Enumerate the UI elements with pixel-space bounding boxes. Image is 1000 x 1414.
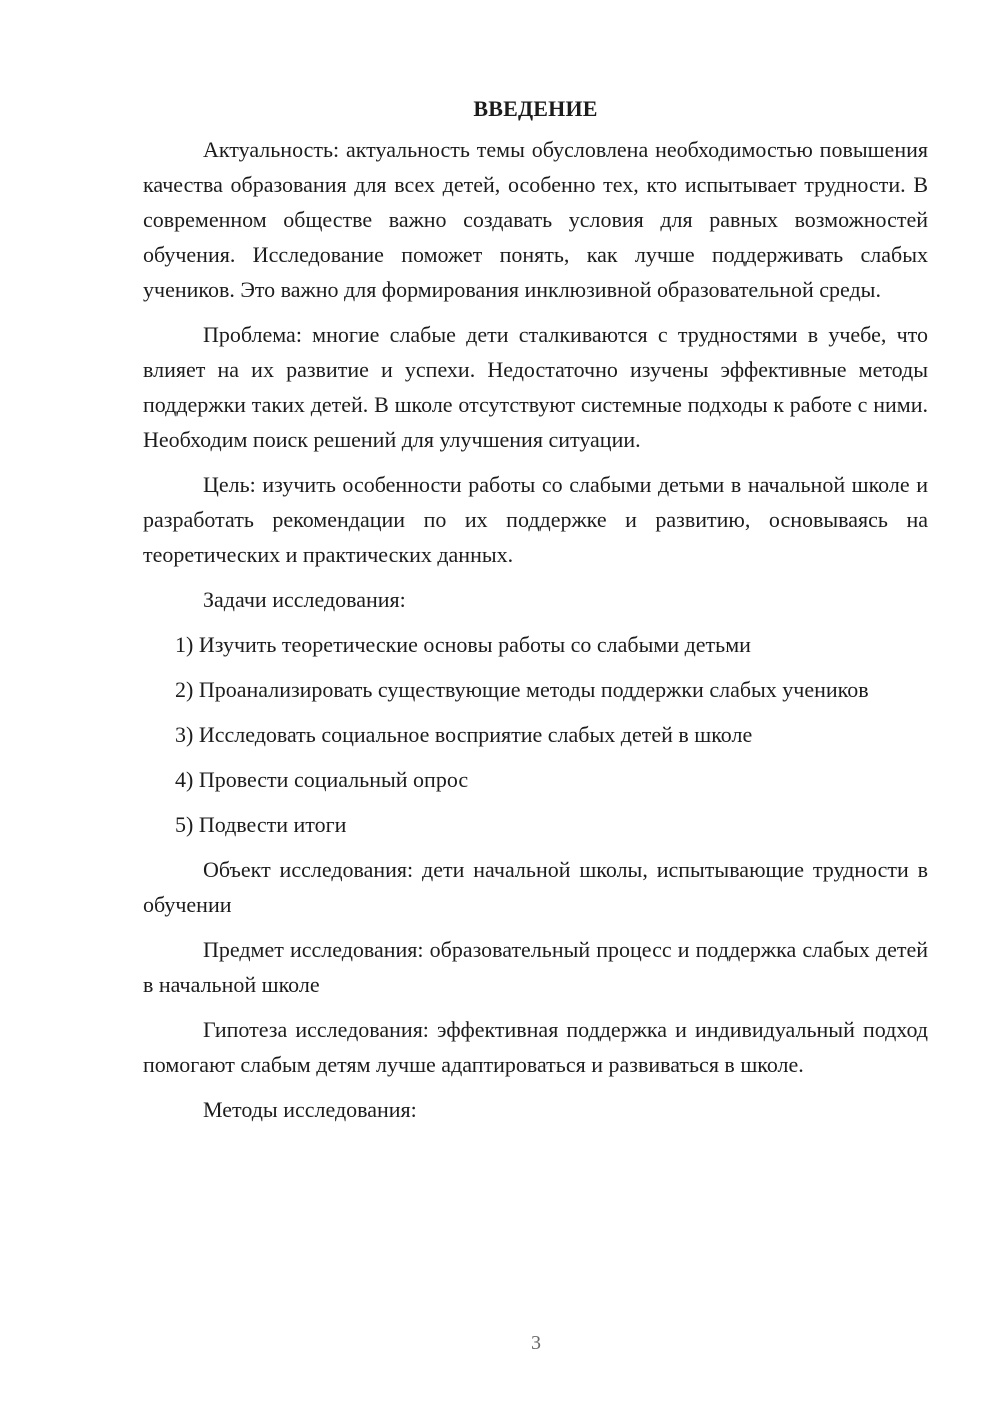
- document-page: [143, 92, 928, 1137]
- paragraph-object: Объект исследования: дети начальной школы, испытывающие трудности в обучении: [143, 857, 928, 917]
- paragraph-hypothesis: Гипотеза исследования: эффективная поддержка и индивидуальный подход помогают слабым детям лучше адаптироваться и развиваться в школе.: [143, 1017, 928, 1077]
- paragraph-problem: Проблема: многие слабые дети сталкиваются с трудностями в учебе, что влияет на их развитие и успехи. Недостаточно изучены эффективные методы поддержки таких детей. В школе отсутствуют системные подходы к работе с ними. Необходим поиск решений для улучшения ситуации.: [143, 322, 928, 452]
- page-number: 3: [531, 1332, 541, 1354]
- task-item-2: 2) Проанализировать существующие методы поддержки слабых учеников: [175, 677, 869, 702]
- task-item-4: 4) Провести социальный опрос: [175, 767, 469, 792]
- paragraph-subject: Предмет исследования: образовательный процесс и поддержка слабых детей в начальной школе: [143, 937, 928, 997]
- tasks-heading: Задачи исследования:: [203, 587, 406, 612]
- paragraph-relevance: Актуальность: актуальность темы обусловлена необходимостью повышения качества образования для всех детей, особенно тех, кто испытывает трудности. В современном обществе важно создавать условия для равных возможностей обучения. Исследование поможет понять, как лучше поддерживать слабых учеников. Это важно для формирования инклюзивной образовательной среды.: [143, 137, 928, 302]
- paragraph-goal: Цель: изучить особенности работы со слабыми детьми в начальной школе и разработать рекомендации по их поддержке и развитию, основываясь на теоретических и практических данных.: [143, 472, 928, 567]
- task-item-3: 3) Исследовать социальное восприятие слабых детей в школе: [175, 722, 753, 747]
- methods-heading: Методы исследования:: [203, 1097, 417, 1122]
- task-item-5: 5) Подвести итоги: [175, 812, 347, 837]
- task-item-1: 1) Изучить теоретические основы работы со слабыми детьми: [175, 632, 751, 657]
- page-title: ВВЕДЕНИЕ: [473, 96, 598, 121]
